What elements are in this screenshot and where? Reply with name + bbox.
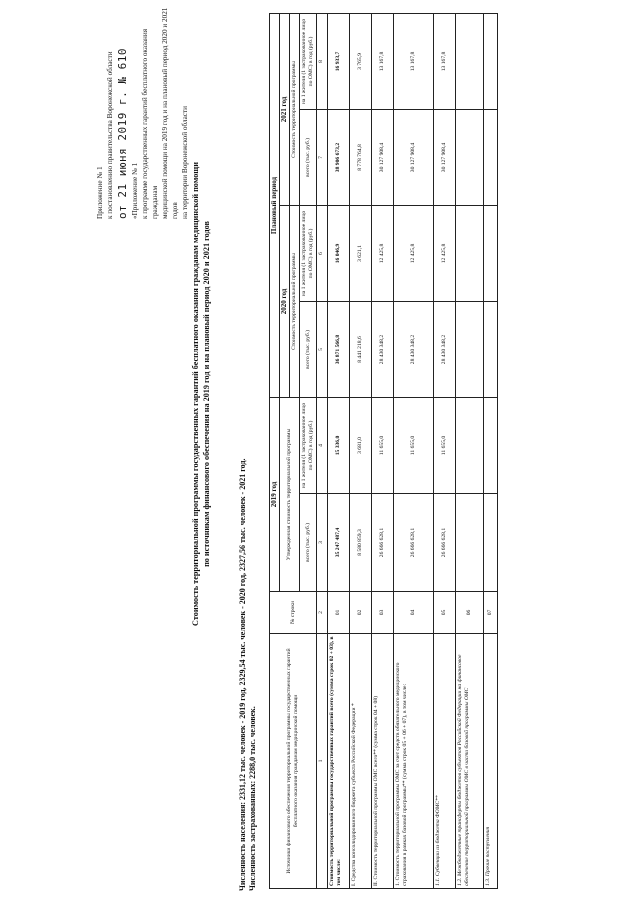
column-index: 4 [317, 398, 328, 494]
row-number: 01 [328, 592, 350, 634]
row-value-cell [484, 206, 498, 302]
row-number: 04 [394, 592, 434, 634]
row-value-cell: 8 580 859,3 [350, 494, 372, 592]
row-value-cell: 8 778 764,8 [350, 110, 372, 206]
row-value-cell: 11 655,0 [394, 398, 434, 494]
row-value-cell: 28 430 348,2 [394, 302, 434, 398]
row-number: 02 [350, 592, 372, 634]
header-2021: 2021 год [280, 13, 290, 205]
table-row [328, 13, 350, 888]
row-value-cell: 12 425,8 [372, 206, 394, 302]
population-info [238, 459, 258, 891]
title-line: по источникам финансового обеспечения на 2019 год и на плановый период 2020 и 2021 годов [202, 221, 211, 567]
header-total: всего (тыс. руб.) [300, 302, 317, 398]
row-number: 06 [456, 592, 484, 634]
appendix-line: «Приложение № 1 [131, 162, 139, 219]
appendix-line: Приложение № 1 [96, 166, 104, 219]
table-row [394, 13, 434, 888]
header-total: всего (тыс. руб.) [300, 494, 317, 592]
row-value-cell [484, 302, 498, 398]
header-planned: Плановый период [270, 13, 280, 397]
appendix-header [95, 4, 190, 219]
row-source-name: Стоимость территориальной программы государственных гарантий всего (сумма строк 02 + 03), в том числе: [328, 634, 350, 889]
row-value-cell: 8 441 218,6 [350, 302, 372, 398]
row-value-cell: 30 127 908,4 [372, 110, 394, 206]
header-row-no: № строки [270, 592, 317, 634]
row-value-cell: 28 430 348,2 [372, 302, 394, 398]
header-2020: 2020 год [280, 206, 290, 398]
row-value-cell [456, 13, 484, 109]
header-per-capita: на 1 жителя (1 застрахованное лицо по ОМС) в год (руб.) [300, 13, 317, 109]
row-value-cell [456, 302, 484, 398]
row-value-cell: 13 167,8 [434, 13, 456, 109]
row-value-cell: 35 247 487,4 [328, 494, 350, 592]
header-per-capita: на 1 жителя (1 застрахованное лицо по ОМС) в год (руб.) [300, 206, 317, 302]
appendix-line: медицинской помощи на 2019 год и на плановый период 2020 и 2021 годов [161, 7, 179, 219]
row-value-cell [456, 494, 484, 592]
row-value-cell: 36 871 566,8 [328, 302, 350, 398]
header-approved: Утвержденная стоимость территориальной программы [280, 398, 300, 592]
row-value-cell: 12 425,8 [394, 206, 434, 302]
row-source-name: 1.1. Субвенции из бюджета ФОМС** [434, 634, 456, 889]
header-cost-2021: Стоимость территориальной программы [290, 13, 300, 205]
row-source-name: 1. Стоимость территориальной программы ОМС за счет средств обязательного медицинского страхования в рамках базовой программы** (сумма строк 05 + 06 + 07), в том числе: [394, 634, 434, 889]
cost-table [269, 13, 498, 889]
column-index: 3 [317, 494, 328, 592]
document-title [190, 114, 212, 674]
column-index: 5 [317, 302, 328, 398]
row-source-name: I. Средства консолидированного бюджета субъекта Российской Федерации * [350, 634, 372, 889]
row-value-cell [484, 494, 498, 592]
row-value-cell: 26 666 628,1 [434, 494, 456, 592]
title-line: Стоимость территориальной программы государственных гарантий бесплатного оказания гражданам медицинской помощи [191, 162, 200, 626]
appendix-line: к постановлению правительства Воронежской области [106, 51, 114, 219]
row-value-cell: 30 127 908,4 [434, 110, 456, 206]
table-row [456, 13, 484, 888]
row-value-cell [484, 13, 498, 109]
row-value-cell: 13 167,8 [394, 13, 434, 109]
row-value-cell: 26 666 628,1 [394, 494, 434, 592]
row-source-name: II. Стоимость территориальной программы ОМС всего** (сумма строк 04 + 08) [372, 634, 394, 889]
row-value-cell: 38 906 673,2 [328, 110, 350, 206]
header-source: Источники финансового обеспечения территориальной программы государственных гарантий бесплатного оказания гражданам медицинской помощи [270, 634, 317, 889]
table-row [484, 13, 498, 888]
table-row [372, 13, 394, 888]
appendix-line: к программе государственных гарантий бесплатного оказания гражданам [141, 28, 159, 219]
row-value-cell [456, 206, 484, 302]
header-cost-2020: Стоимость территориальной программы [290, 206, 300, 398]
column-index: 7 [317, 110, 328, 206]
row-value-cell [484, 398, 498, 494]
appendix-line: на территории Воронежской области [181, 106, 189, 219]
table-row [350, 13, 372, 888]
row-value-cell: 30 127 908,4 [394, 110, 434, 206]
population-line: Численность населения: 2331,12 тыс. человек - 2019 год, 2329,54 тыс. человек - 2020 год, 2327,56 тыс. человек - 2021 год. [238, 458, 247, 891]
table-body [328, 13, 498, 888]
row-value-cell [456, 110, 484, 206]
row-value-cell: 11 655,0 [434, 398, 456, 494]
row-value-cell: 28 430 348,2 [434, 302, 456, 398]
column-index: 1 [317, 634, 328, 889]
column-index: 8 [317, 13, 328, 109]
row-value-cell: 13 167,8 [372, 13, 394, 109]
header-2019: 2019 год [270, 398, 280, 592]
row-source-name: 1.2. Межбюджетные трансферты бюджетов субъектов Российской Федерации на финансовое обеспечение территориальной программы ОМС в части базовой программы ОМС [456, 634, 484, 889]
decree-stamp: от 21 июня 2019 г. № 610 [116, 48, 129, 219]
row-value-cell: 3 681,0 [350, 398, 372, 494]
row-value-cell: 11 655,0 [372, 398, 394, 494]
header-total: всего (тыс. руб.) [300, 110, 317, 206]
row-number: 05 [434, 592, 456, 634]
insured-line: Численность застрахованных: 2288,0 тыс. человек. [248, 706, 257, 891]
row-value-cell: 26 666 628,1 [372, 494, 394, 592]
row-value-cell: 16 933,7 [328, 13, 350, 109]
row-number: 03 [372, 592, 394, 634]
row-value-cell: 15 336,0 [328, 398, 350, 494]
header-per-capita: на 1 жителя (1 застрахованное лицо по ОМС) в год (руб.) [300, 398, 317, 494]
row-value-cell: 16 046,9 [328, 206, 350, 302]
row-source-name: 1.3. Прочие поступления [484, 634, 498, 889]
row-value-cell: 3 765,9 [350, 13, 372, 109]
row-value-cell [456, 398, 484, 494]
table-row [434, 13, 456, 888]
row-number: 07 [484, 592, 498, 634]
row-value-cell [484, 110, 498, 206]
row-value-cell: 12 425,8 [434, 206, 456, 302]
row-value-cell: 3 621,1 [350, 206, 372, 302]
column-index: 6 [317, 206, 328, 302]
column-index-row [317, 13, 328, 888]
column-index: 2 [317, 592, 328, 634]
